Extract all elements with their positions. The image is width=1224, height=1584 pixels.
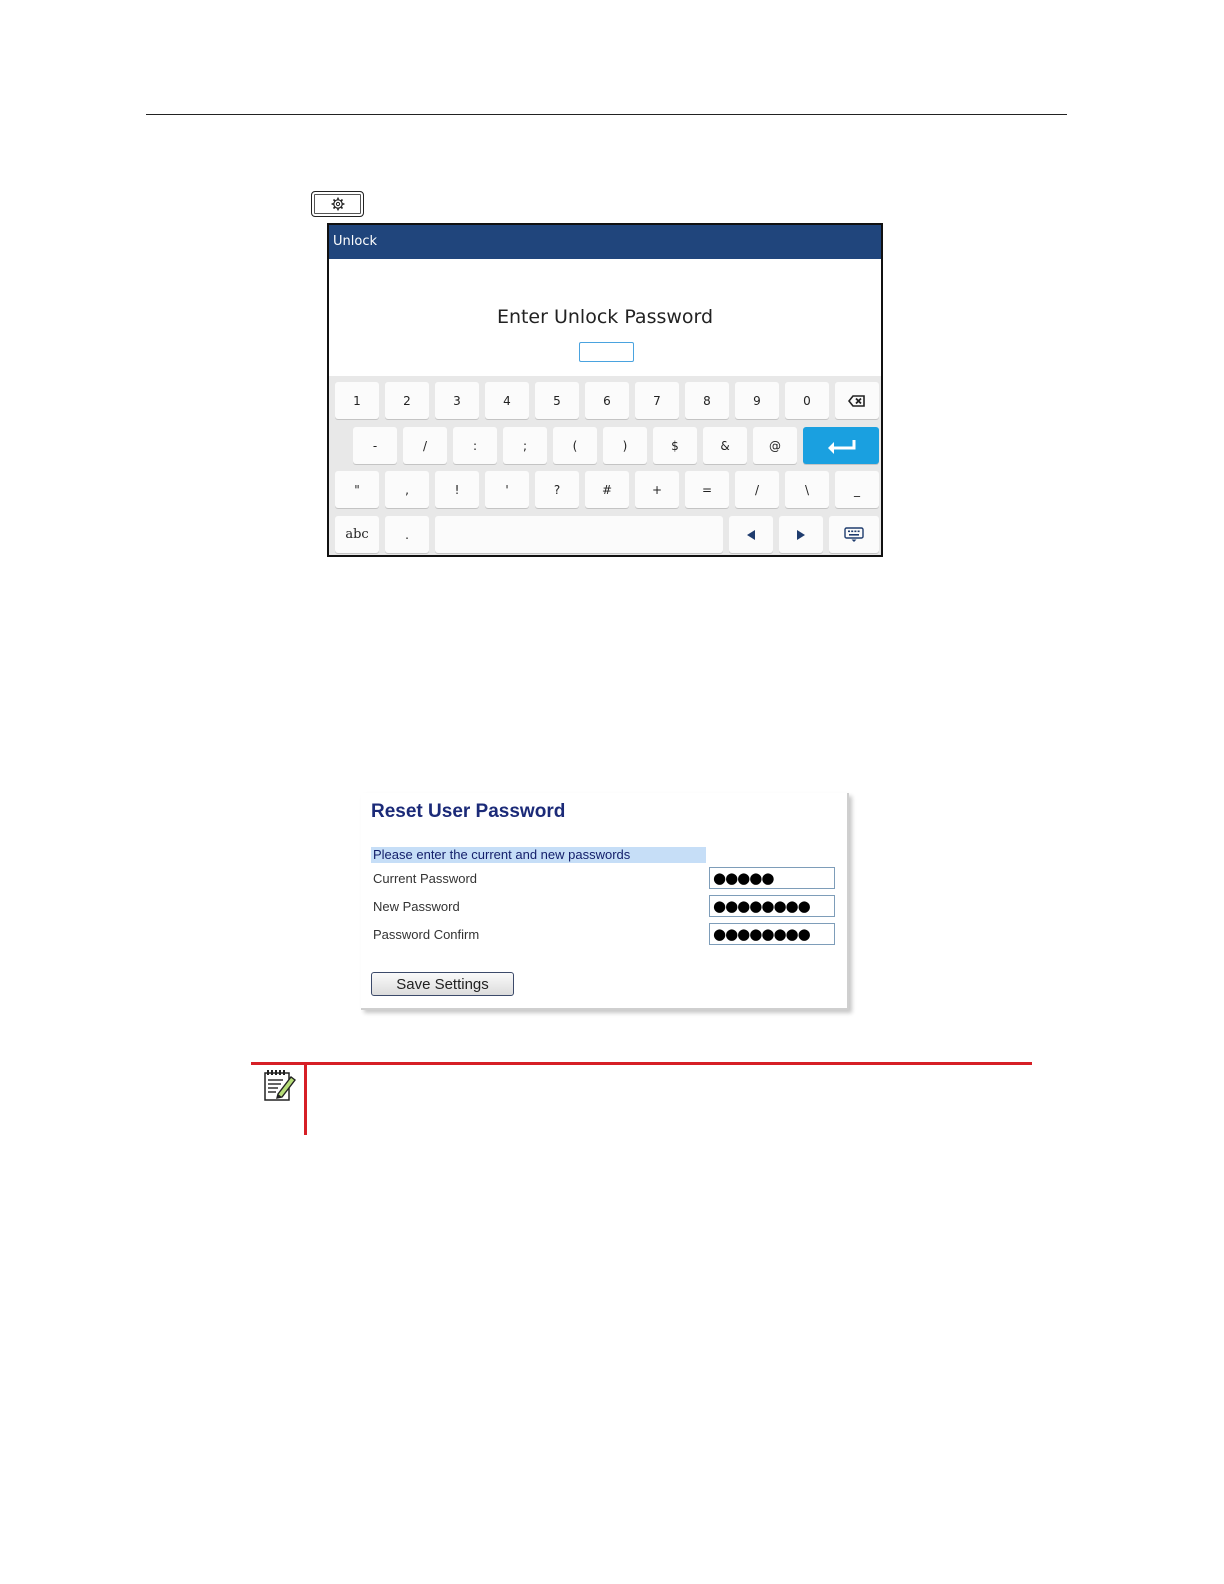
row1-key-1[interactable]: 1 (335, 382, 379, 419)
note-pencil-icon (263, 1068, 297, 1107)
new-password-field[interactable]: ●●●●●●●● (709, 895, 835, 917)
row2-key-1[interactable]: - (353, 427, 397, 464)
row3-key-11[interactable]: _ (835, 471, 879, 508)
row2-key-4[interactable]: ; (503, 427, 547, 464)
row1-key-5[interactable]: 5 (535, 382, 579, 419)
row1-key-7[interactable]: 7 (635, 382, 679, 419)
keyboard-hide-icon (844, 527, 864, 543)
row3-key-3[interactable]: ! (435, 471, 479, 508)
row2-key-2[interactable]: / (403, 427, 447, 464)
row2-key-6[interactable]: ) (603, 427, 647, 464)
row3-key-6[interactable]: # (585, 471, 629, 508)
save-settings-button[interactable]: Save Settings (371, 972, 514, 996)
period-key[interactable]: . (385, 516, 429, 553)
row3-key-1[interactable]: " (335, 471, 379, 508)
unlock-prompt: Enter Unlock Password (496, 306, 714, 328)
cursor-left-key[interactable] (729, 516, 773, 553)
row3-key-5[interactable]: ? (535, 471, 579, 508)
abc-key[interactable]: abc (335, 516, 379, 553)
title-bar (329, 225, 881, 259)
row1-key-2[interactable]: 2 (385, 382, 429, 419)
space-key[interactable] (435, 516, 723, 553)
row2-key-3[interactable]: : (453, 427, 497, 464)
password-confirm-label: Password Confirm (373, 927, 480, 942)
row2-key-8[interactable]: & (703, 427, 747, 464)
row3-key-10[interactable]: \ (785, 471, 829, 508)
arrow-right-icon (796, 530, 806, 540)
row1-key-3[interactable]: 3 (435, 382, 479, 419)
on-screen-keyboard (329, 376, 881, 555)
row2-key-5[interactable]: ( (553, 427, 597, 464)
row3-key-4[interactable]: ' (485, 471, 529, 508)
note-side-rule (304, 1062, 307, 1135)
arrow-left-icon (746, 530, 756, 540)
backspace-icon (848, 395, 866, 407)
header-rule (146, 114, 1067, 115)
enter-key[interactable] (803, 427, 879, 464)
row1-key-8[interactable]: 8 (685, 382, 729, 419)
row2-key-9[interactable]: @ (753, 427, 797, 464)
hide-keyboard-key[interactable] (829, 516, 879, 553)
row1-key-9[interactable]: 9 (735, 382, 779, 419)
row1-key-6[interactable]: 6 (585, 382, 629, 419)
row2-key-7[interactable]: $ (653, 427, 697, 464)
new-password-label: New Password (373, 899, 460, 914)
screen-title: Unlock (333, 234, 377, 249)
row1-key-10[interactable]: 0 (785, 382, 829, 419)
enter-icon (825, 438, 857, 454)
password-confirm-field[interactable]: ●●●●●●●● (709, 923, 835, 945)
current-password-field[interactable]: ●●●●● (709, 867, 835, 889)
reset-password-panel (361, 793, 849, 1010)
cursor-right-key[interactable] (779, 516, 823, 553)
backspace-key[interactable] (835, 382, 879, 419)
settings-key (311, 191, 364, 217)
row1-key-4[interactable]: 4 (485, 382, 529, 419)
phone-unlock-screen (327, 223, 883, 557)
panel-title: Reset User Password (371, 801, 566, 822)
instructions-bar: Please enter the current and new passwords (371, 847, 706, 863)
row3-key-7[interactable]: + (635, 471, 679, 508)
row3-key-2[interactable]: , (385, 471, 429, 508)
note-top-rule (251, 1062, 1032, 1065)
row3-key-8[interactable]: = (685, 471, 729, 508)
current-password-label: Current Password (373, 871, 478, 886)
password-input[interactable] (579, 342, 634, 362)
gear-icon (331, 197, 345, 211)
row3-key-9[interactable]: / (735, 471, 779, 508)
